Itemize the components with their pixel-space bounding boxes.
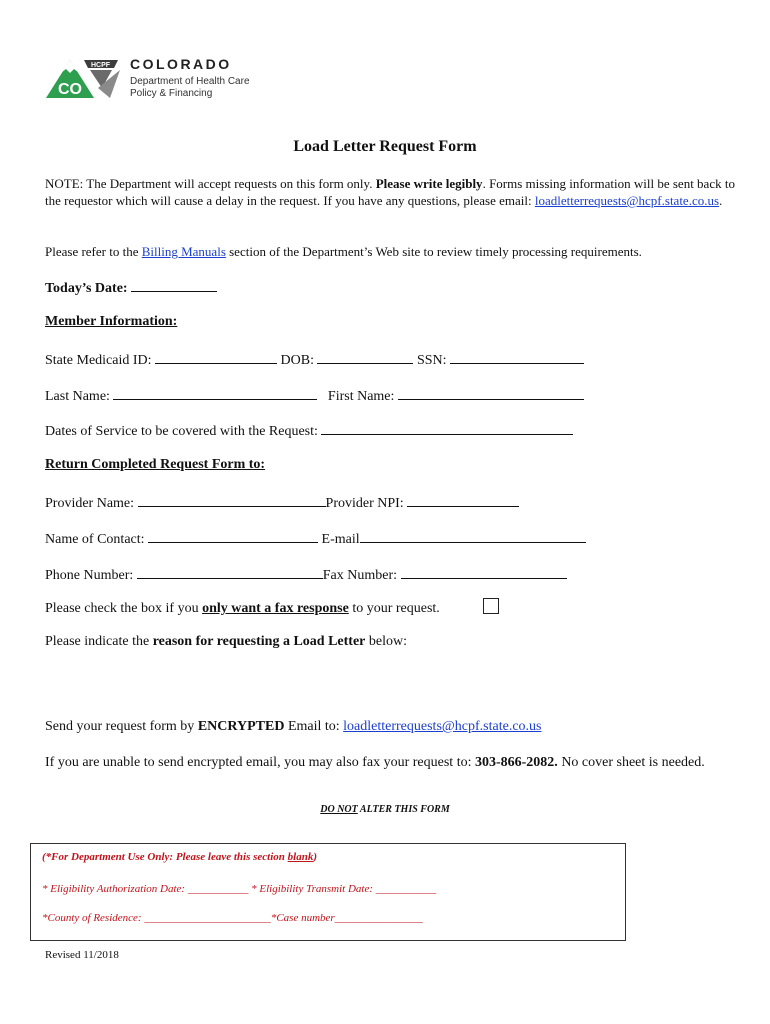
refer-text: Please refer to the xyxy=(45,244,142,259)
todays-date-row xyxy=(45,278,217,297)
provider-npi-field[interactable] xyxy=(407,493,519,507)
fax-info-text: If you are unable to send encrypted email, you may also fax your request to: xyxy=(45,755,475,770)
eligibility-auth-date: * Eligibility Authorization Date: ___________ xyxy=(42,883,249,895)
medicaid-id-field[interactable] xyxy=(155,350,277,364)
reason-input-area[interactable] xyxy=(45,656,725,708)
eligibility-transmit-date: * Eligibility Transmit Date: ___________ xyxy=(248,883,437,895)
provider-name-label: Provider Name: xyxy=(45,496,135,511)
member-row-names xyxy=(45,386,584,405)
medicaid-id-label: State Medicaid ID: xyxy=(45,353,152,368)
send-text-2: Email to: xyxy=(284,719,344,734)
note-email-link[interactable]: loadletterrequests@hcpf.state.co.us xyxy=(534,193,720,208)
logo-dept-name xyxy=(130,76,250,100)
fax-info-text-2: No cover sheet is needed. xyxy=(557,755,705,770)
fax-field[interactable] xyxy=(401,565,567,579)
reason-bold: reason for requesting a Load Letter xyxy=(152,634,366,649)
do-not-alter-notice xyxy=(0,804,770,815)
ssn-field[interactable] xyxy=(450,350,584,364)
refer-text-2: section of the Department’s Web site to review timely processing requirements. xyxy=(225,244,642,259)
fax-info-paragraph xyxy=(45,754,725,772)
todays-date-label: Today’s Date: xyxy=(45,281,128,296)
last-name-field[interactable] xyxy=(113,386,317,400)
phone-label: Phone Number: xyxy=(45,568,134,583)
provider-row-3 xyxy=(45,565,567,584)
reason-text-2: below: xyxy=(365,634,408,649)
last-name-label: Last Name: xyxy=(45,389,110,404)
county-of-residence: *County of Residence: _______________________ xyxy=(42,912,271,924)
todays-date-field[interactable] xyxy=(131,278,217,292)
member-row-dates xyxy=(45,421,573,440)
send-email-link[interactable]: loadletterrequests@hcpf.state.co.us xyxy=(343,719,542,734)
dates-of-service-field[interactable] xyxy=(321,421,573,435)
fax-label: Fax Number: xyxy=(322,568,398,583)
provider-row-1 xyxy=(45,493,519,512)
note-end: . xyxy=(719,193,723,208)
provider-npi-label: Provider NPI: xyxy=(325,496,404,511)
note-paragraph xyxy=(45,175,745,209)
fax-check-text: Please check the box if you xyxy=(45,601,203,616)
fax-check-text-2: to your request. xyxy=(348,601,440,616)
case-number: *Case number________________ xyxy=(270,912,423,924)
note-text: NOTE: The Department will accept requests on this form only. xyxy=(45,176,376,191)
provider-name-field[interactable] xyxy=(138,493,326,507)
fax-response-checkbox[interactable] xyxy=(483,598,499,614)
logo-co-text: CO xyxy=(58,81,82,98)
dept-use-heading-blank: blank xyxy=(287,851,314,863)
fax-number: 303-866-2082. xyxy=(474,755,558,770)
send-row xyxy=(45,719,541,735)
reason-row xyxy=(45,634,407,650)
logo-dept-line1: Department of Health Care xyxy=(130,76,250,87)
billing-manuals-link[interactable]: Billing Manuals xyxy=(141,244,226,259)
refer-paragraph xyxy=(45,243,745,260)
dates-of-service-label: Dates of Service to be covered with the Request: xyxy=(45,424,318,439)
dept-use-heading-text: (*For Department Use Only: Please leave this section xyxy=(42,851,288,863)
first-name-field[interactable] xyxy=(398,386,584,400)
contact-name-label: Name of Contact: xyxy=(45,532,145,547)
note-bold: Please write legibly xyxy=(375,176,483,191)
do-not-rest: ALTER THIS FORM xyxy=(357,804,450,815)
note-text-2: . Forms missing information will be sent back to the requestor which will cause a delay in the request. If you have any questions, please email: xyxy=(45,176,735,208)
dob-field[interactable] xyxy=(317,350,413,364)
fax-response-row xyxy=(45,601,440,617)
logo-dept-line2: Policy & Financing xyxy=(130,88,213,99)
do-not-underlined: DO NOT xyxy=(320,804,358,815)
email-field[interactable] xyxy=(360,529,586,543)
colorado-mountain-icon xyxy=(44,54,128,104)
dept-use-county-row xyxy=(42,912,423,924)
provider-row-2 xyxy=(45,529,586,548)
send-text: Send your request form by xyxy=(45,719,198,734)
member-row-ids xyxy=(45,350,584,369)
logo-badge-text: HCPF xyxy=(91,62,111,69)
member-heading: Member Information: xyxy=(45,314,178,329)
dept-use-heading xyxy=(42,851,317,863)
phone-field[interactable] xyxy=(137,565,323,579)
revised-date: Revised 11/2018 xyxy=(45,949,119,961)
send-bold: ENCRYPTED xyxy=(197,719,285,734)
page-title: Load Letter Request Form xyxy=(293,138,477,155)
dept-use-heading-end: ) xyxy=(313,851,317,863)
return-heading: Return Completed Request Form to: xyxy=(45,457,266,472)
ssn-label: SSN: xyxy=(416,353,447,368)
dob-label: DOB: xyxy=(280,353,314,368)
reason-text: Please indicate the xyxy=(45,634,153,649)
contact-name-field[interactable] xyxy=(148,529,318,543)
email-label: E-mail xyxy=(321,532,360,547)
logo-state-name: COLORADO xyxy=(130,56,232,72)
first-name-label: First Name: xyxy=(327,389,395,404)
dept-use-eligibility-row xyxy=(42,883,436,895)
fax-check-emph: only want a fax response xyxy=(202,601,349,616)
